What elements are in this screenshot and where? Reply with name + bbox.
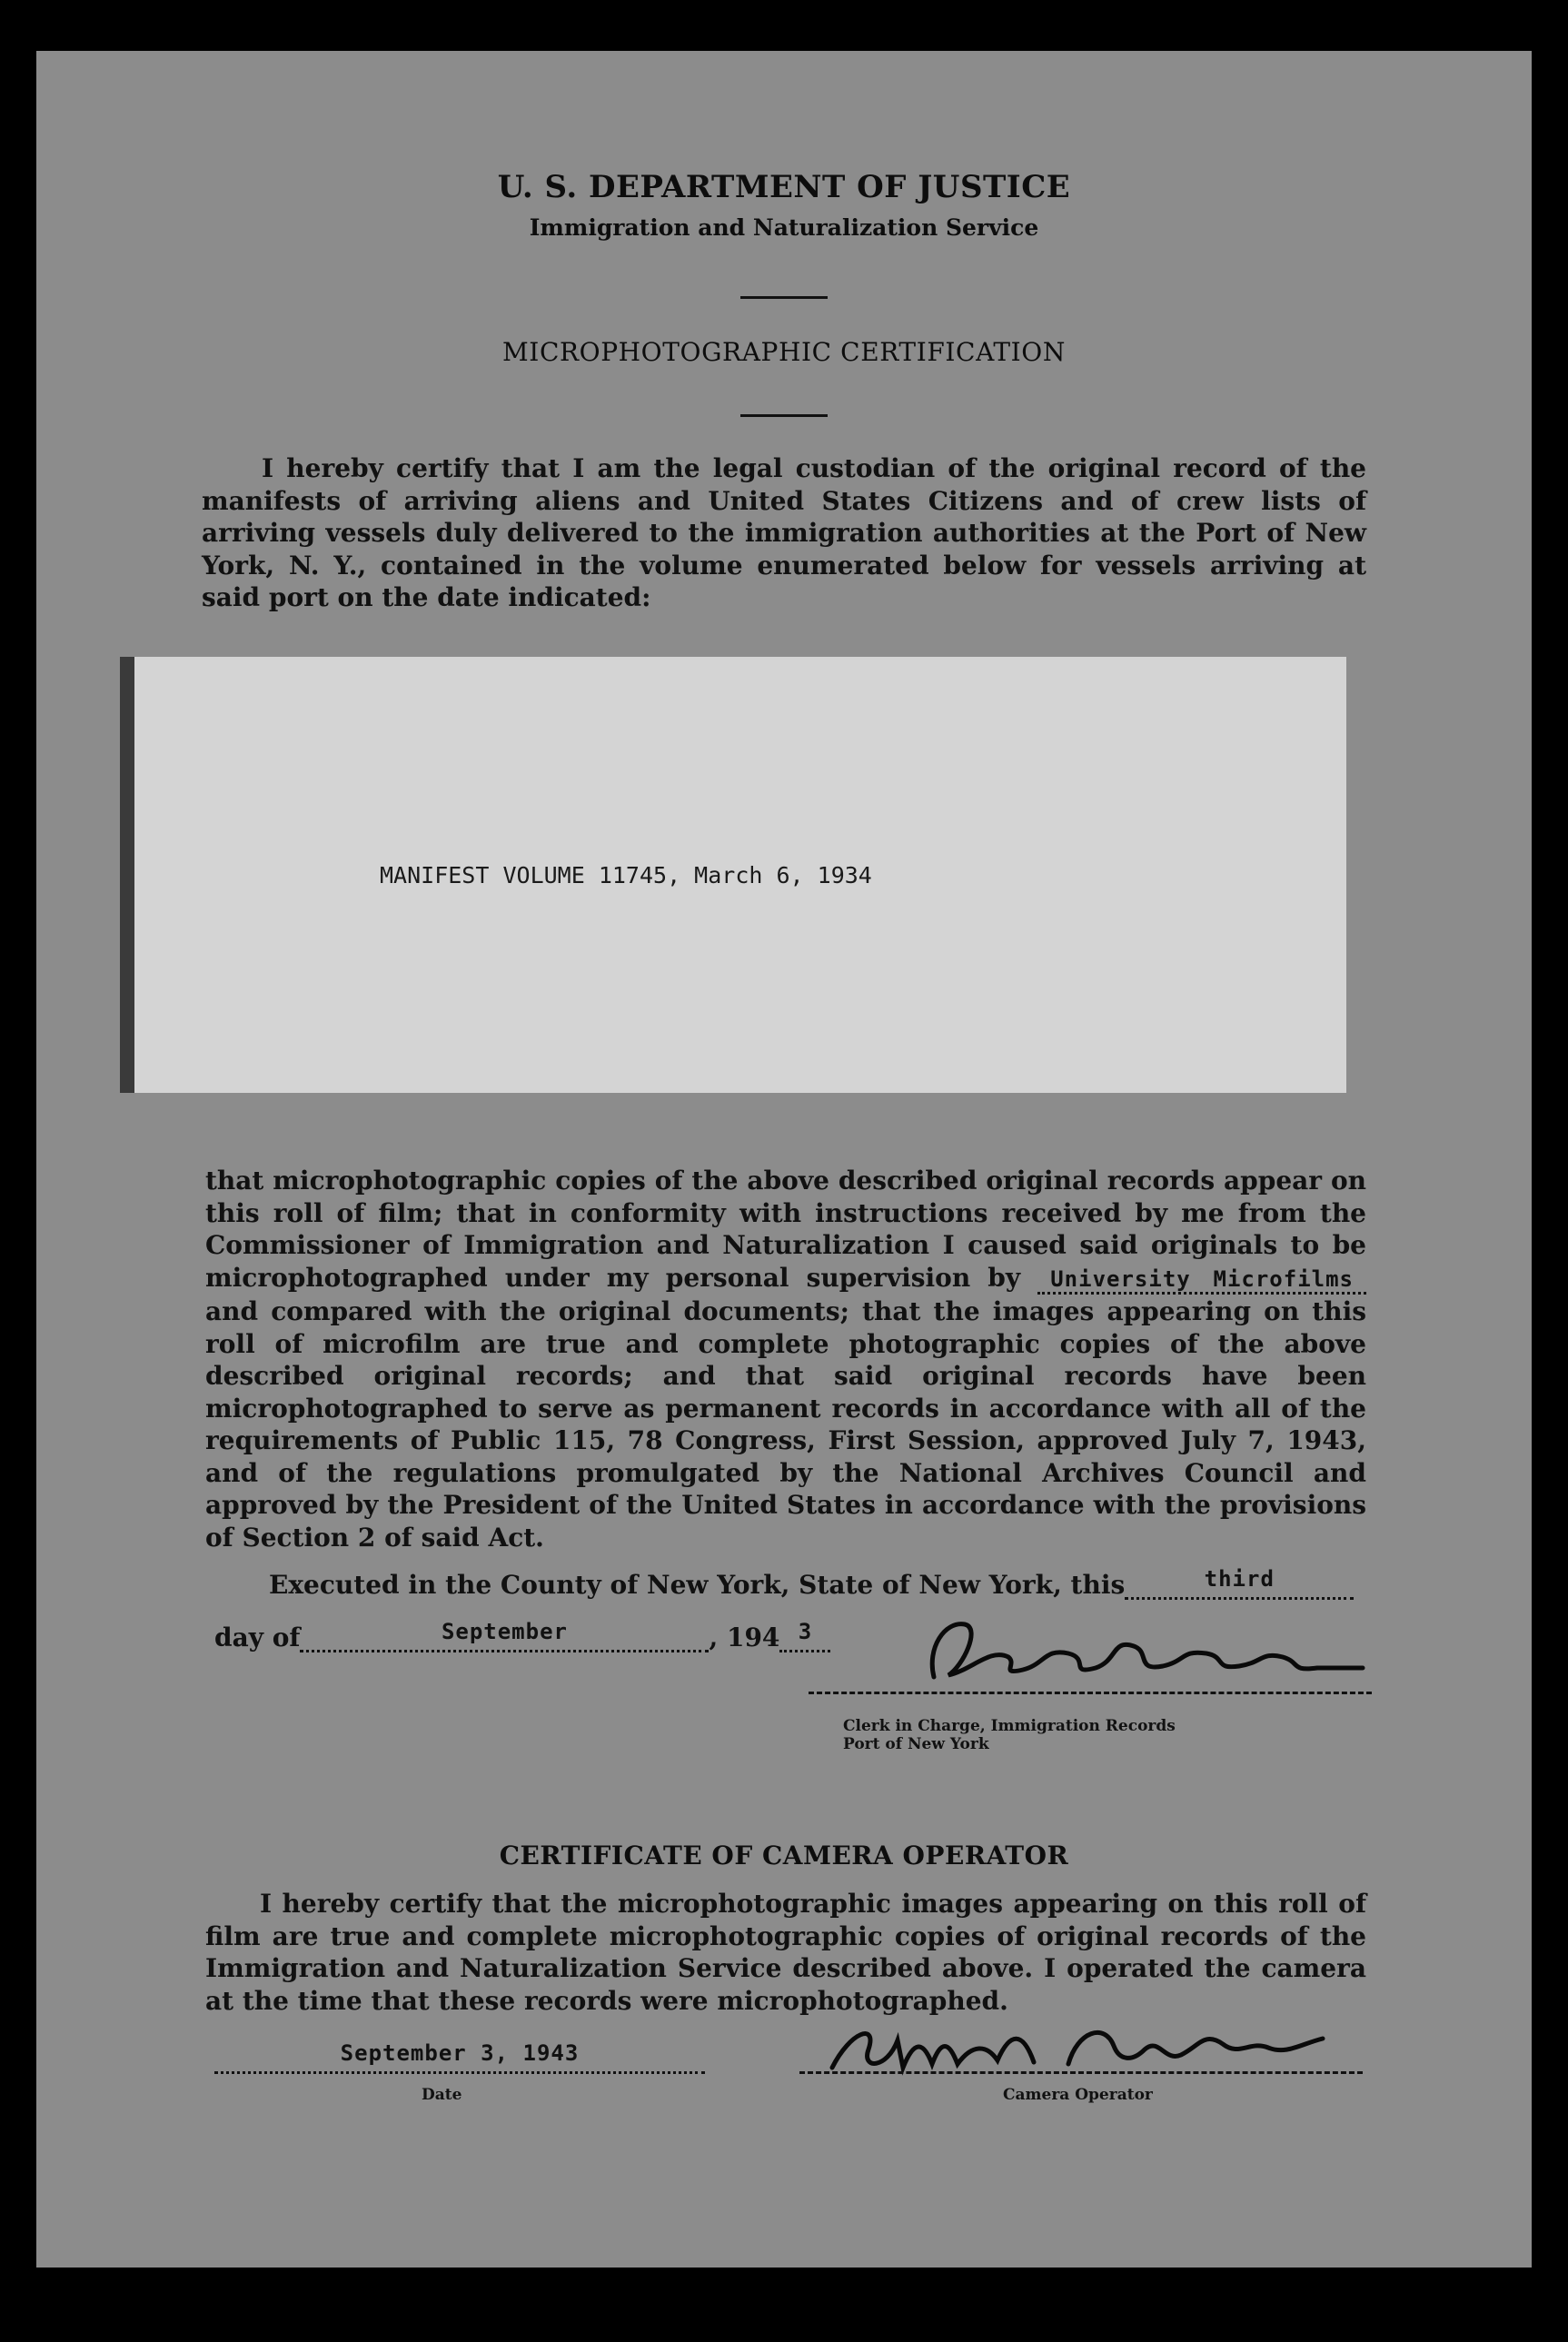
day-of-line: [214, 1619, 830, 1652]
camera-date-field: [214, 2040, 705, 2074]
certification-title: MICROPHOTOGRAPHIC CERTIFICATION: [502, 337, 1066, 367]
clerk-title-line-2: Port of New York: [843, 1735, 989, 1753]
camera-date-label: Date: [422, 2086, 462, 2104]
heading-rule-bottom: [740, 414, 828, 417]
volume-panel: [120, 657, 1346, 1093]
executed-line: [269, 1566, 1354, 1600]
certification-intro: I hereby certify that I am the legal custodian of the original record of the manifests of arriving aliens and United States Citizens and of crew lists of arriving vessels duly delivered to the immigration authorities at the Port of New York, N. Y., contained in the volume enumerated below for vessels arriving at said port on the date indicated:: [202, 453, 1366, 612]
certificate-sheet: [36, 51, 1532, 2268]
camera-operator-label: Camera Operator: [1003, 2086, 1153, 2104]
camera-certificate-title: CERTIFICATE OF CAMERA OPERATOR: [499, 1841, 1069, 1871]
body-part-1: that microphotographic copies of the above described original records appear on this roll of film; that in conformity with instructions received by me from the Commissioner of Immigration and Naturalization I caused said originals to be microphotographed under my personal supervision by: [205, 1166, 1366, 1293]
body-part-2: and compared with the original documents; that the images appearing on this roll of microfilm are true and complete photographic copies of the above described original records; and that said original records have been microphotographed to serve as permanent records in accordance with all of the requirements of Public 115, 78 Congress, First Session, approved July 7, 1943, and of the regulations promulgated by the National Archives Council and approved by the President of the United States in accordance with the provisions of Section 2 of said Act.: [205, 1296, 1366, 1553]
clerk-signature-line: [809, 1692, 1372, 1694]
camera-certificate-text: I hereby certify that the microphotographic images appearing on this roll of film are true and complete microphotographic copies of original records of the Immigration and Naturalization Service described above. I operated the camera at the time that these records were microphotographed.: [205, 1889, 1366, 2016]
certification-body: [205, 1165, 1366, 1553]
year-prefix: , 194: [709, 1623, 780, 1652]
month-value: September: [441, 1619, 568, 1644]
clerk-title-line-1: Clerk in Charge, Immigration Records: [843, 1717, 1176, 1735]
day-of-label: day of: [214, 1623, 301, 1652]
manifest-volume-text: MANIFEST VOLUME 11745, March 6, 1934: [380, 862, 872, 888]
department-heading: U. S. DEPARTMENT OF JUSTICE: [497, 169, 1071, 205]
service-heading: Immigration and Naturalization Service: [529, 214, 1039, 241]
executed-text: Executed in the County of New York, State of New York, this: [269, 1570, 1126, 1600]
microfilmer-name: University Microfilms: [1037, 1266, 1366, 1295]
year-digit: 3: [798, 1619, 813, 1644]
camera-date-value: September 3, 1943: [340, 2040, 580, 2066]
heading-rule-top: [740, 296, 828, 299]
executed-day: third: [1204, 1566, 1275, 1592]
camera-operator-line: [799, 2071, 1363, 2074]
clerk-signature: [908, 1612, 1417, 1695]
